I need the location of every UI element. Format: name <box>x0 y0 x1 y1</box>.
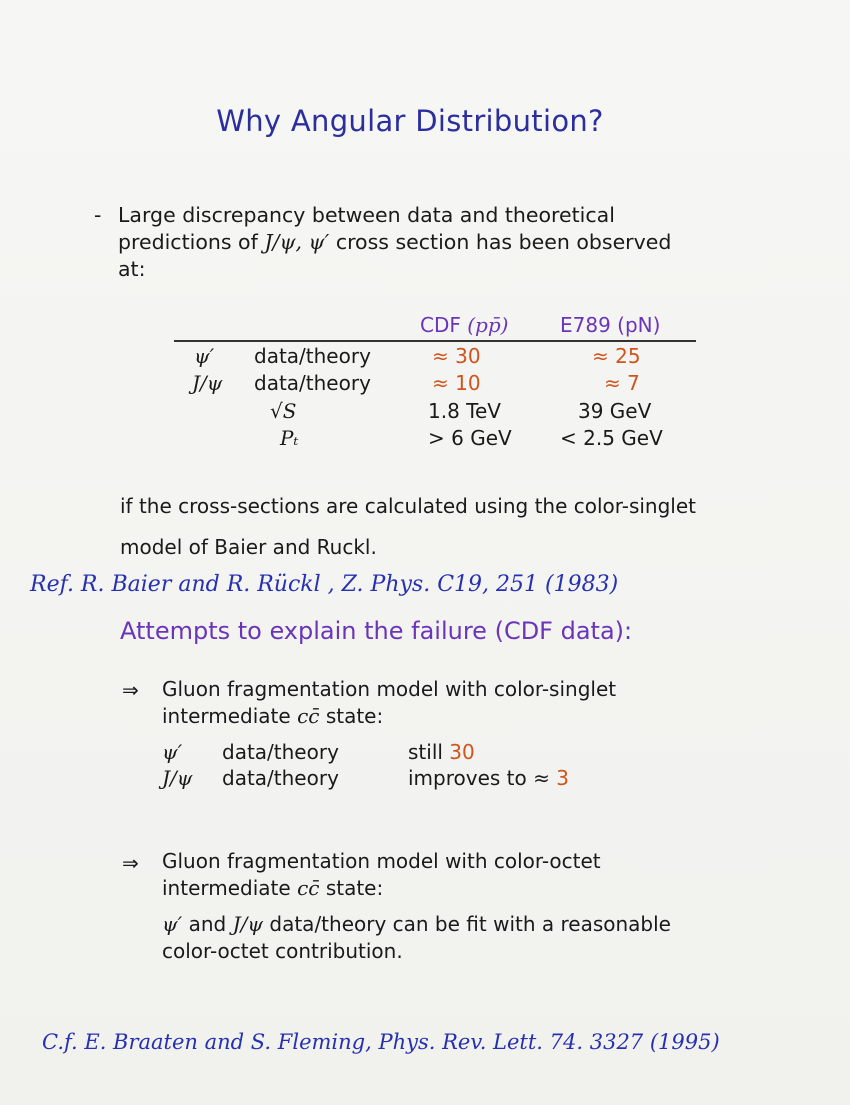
item2-line-2: intermediate cc̄ state: <box>162 876 384 900</box>
item2-line-4: color-octet contribution. <box>162 939 403 963</box>
item1-row1-symbol: ψ′ <box>162 740 183 764</box>
header-cdf: CDF (pp̄) <box>420 313 509 337</box>
slide-title: Why Angular Distribution? <box>216 104 604 138</box>
intro-line-3: at: <box>118 257 146 281</box>
row1-cdf: ≈ 30 <box>432 344 481 368</box>
intro-line-1: Large discrepancy between data and theoretical <box>118 203 615 227</box>
item2-line-1: Gluon fragmentation model with color-octet <box>162 849 601 873</box>
item1-row2-label: data/theory <box>222 766 339 790</box>
paragraph-line-2: model of Baier and Ruckl. <box>120 535 377 559</box>
row2-symbol: J/ψ <box>192 371 223 395</box>
row1-e789: ≈ 25 <box>592 344 641 368</box>
item2-line-3: ψ′ and J/ψ data/theory can be fit with a reasonable <box>162 912 671 936</box>
row1-symbol: ψ′ <box>194 344 215 368</box>
item1-row1-value: still 30 <box>408 740 475 764</box>
row3-symbol: √S <box>270 399 297 423</box>
item1-line-2: intermediate cc̄ state: <box>162 704 384 728</box>
arrow-icon: ⇒ <box>122 851 139 875</box>
table-header-rule <box>174 339 698 343</box>
header-e789: E789 (pN) <box>560 313 661 337</box>
intro-line-2: predictions of J/ψ, ψ′ cross section has been observed <box>118 230 672 254</box>
row4-e789: < 2.5 GeV <box>560 426 663 450</box>
attempts-heading: Attempts to explain the failure (CDF data): <box>120 617 633 645</box>
row1-label: data/theory <box>254 344 371 368</box>
item1-row1-label: data/theory <box>222 740 339 764</box>
row3-e789: 39 GeV <box>578 399 652 423</box>
row2-cdf: ≈ 10 <box>432 371 481 395</box>
row2-label: data/theory <box>254 371 371 395</box>
item1-row2-value: improves to ≈ 3 <box>408 766 569 790</box>
handwritten-reference: Ref. R. Baier and R. Rückl , Z. Phys. C19, 251 (1983) <box>30 572 619 597</box>
row4-cdf: > 6 GeV <box>428 426 512 450</box>
item1-line-1: Gluon fragmentation model with color-singlet <box>162 677 617 701</box>
item1-row2-symbol: J/ψ <box>162 766 193 790</box>
row3-cdf: 1.8 TeV <box>428 399 501 423</box>
intro-text <box>118 202 778 283</box>
bullet-dash: - <box>94 203 102 227</box>
arrow-icon: ⇒ <box>122 678 139 702</box>
intro-math: J/ψ, ψ′ <box>264 230 330 254</box>
row4-symbol: Pₜ <box>280 426 299 450</box>
row2-e789: ≈ 7 <box>604 371 640 395</box>
handwritten-cf-reference: C.f. E. Braaten and S. Fleming, Phys. Rev. Lett. 74. 3327 (1995) <box>42 1030 720 1054</box>
paragraph-line-1: if the cross-sections are calculated using the color-singlet <box>120 494 697 518</box>
